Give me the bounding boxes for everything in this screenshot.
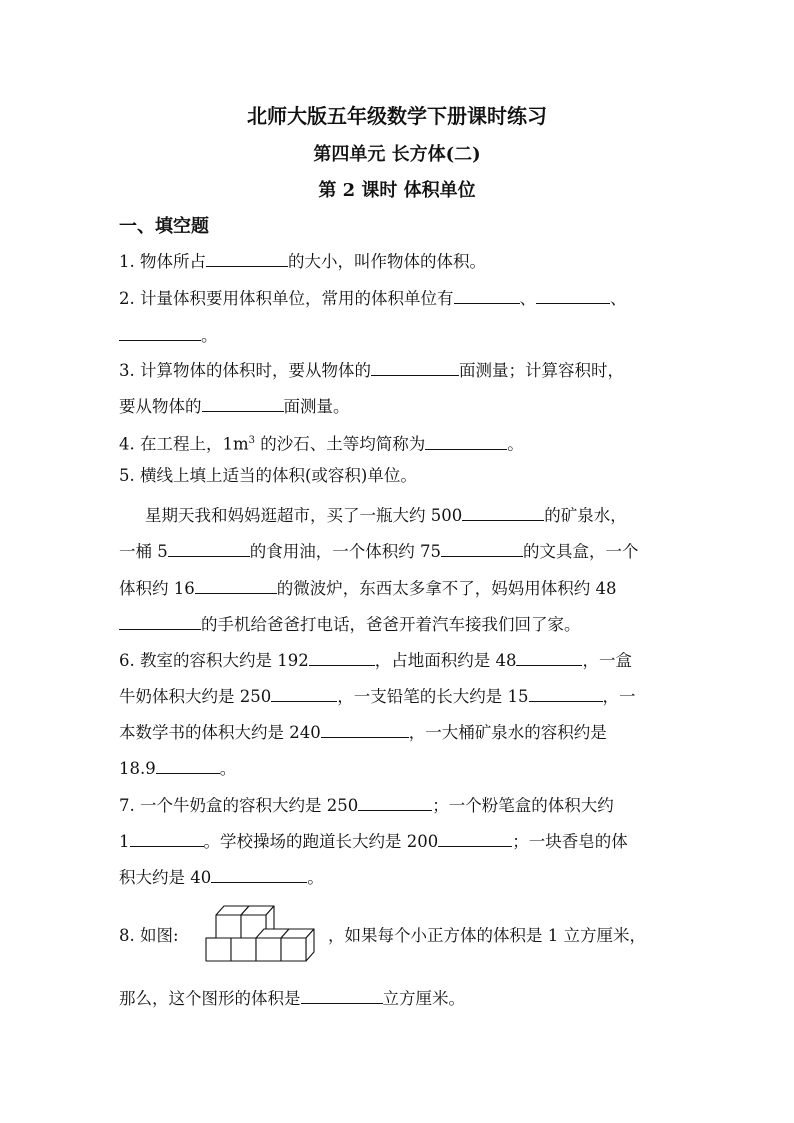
q5-blank-1[interactable] [462,503,544,521]
q7-blank-3[interactable] [438,829,512,847]
q8-text-a: 8. 如图: [119,926,179,945]
q7-l1-a: 7. 一个牛奶盒的容积大约是 250 [119,796,359,815]
question-7-line-3 [119,865,324,889]
q6-l2-c: ，一 [602,687,636,706]
q7-blank-2[interactable] [130,829,204,847]
question-7-line-1 [119,793,614,817]
cube-bottom-4 [281,929,314,961]
question-5-heading [119,465,417,487]
q5-l4-b: 的手机给爸爸打电话，爸爸开着汽车接我们回了家。 [201,615,581,634]
q4-text-a: 4. 在工程上，1m [119,434,249,454]
q6-l1-b: ，占地面积约是 48 [374,651,517,670]
question-8-label [119,925,179,947]
q6-l4-a: 18.9 [119,759,156,778]
question-8-line-2 [119,986,465,1010]
q1-text-b: 的大小，叫作物体的体积。 [288,252,486,271]
q5-l1-b: 的矿泉水， [544,506,627,525]
lesson-title: 第 2 课时 体积单位 [318,180,476,201]
q7-blank-4[interactable] [211,865,307,883]
question-5-line-4 [119,612,581,636]
q3-blank-1[interactable] [371,358,459,376]
q5-blank-4[interactable] [195,576,277,594]
q8-blank[interactable] [301,986,383,1004]
question-1 [119,249,486,273]
q2-text-a: 2. 计量体积要用体积单位，常用的体积单位有 [119,289,454,308]
q5-l1-a: 星期天我和妈妈逛超市，买了一瓶大约 500 [145,506,463,525]
q6-l2-a: 牛奶体积大约是 250 [119,687,272,706]
q6-blank-5[interactable] [321,720,409,738]
question-2-line-1 [119,286,627,310]
question-6-line-4 [119,756,236,780]
q6-l2-b: ，一支铅笔的长大约是 15 [337,687,529,706]
question-5-line-3 [119,576,617,600]
q8-text-b: ，如果每个小正方体的体积是 1 立方厘米， [328,926,646,945]
question-3-line-1 [119,358,624,382]
q4-end: 。 [507,434,524,454]
q6-blank-1[interactable] [309,648,375,666]
question-7-line-2 [119,829,628,853]
q6-l1-c: ，一盒 [582,651,632,670]
q3-blank-2[interactable] [202,394,284,412]
question-8-line-1-rest [328,925,646,947]
question-6-line-2 [119,684,636,708]
unit-title: 第四单元 长方体(二) [313,144,481,165]
q2-sep-1: 、 [519,289,536,308]
q6-l4-b: 。 [219,759,237,778]
q3-text-c: 要从物体的 [119,397,202,416]
question-6-line-3 [119,720,607,744]
q2-blank-3[interactable] [119,323,201,341]
q8-text-c: 那么，这个图形的体积是 [119,989,301,1008]
q2-sep-2: 、 [610,289,627,308]
q4-text-b: 的沙石、土等均简称为 [255,434,426,454]
q5-text-a: 5. 横线上填上适当的体积(或容积)单位。 [119,466,417,485]
q6-l1-a: 6. 教室的容积大约是 192 [119,651,309,670]
q3-text-a: 3. 计算物体的体积时，要从物体的 [119,361,371,380]
q2-blank-1[interactable] [454,286,520,304]
q4-superscript: 3 [248,435,256,446]
q6-blank-2[interactable] [516,648,582,666]
q7-l2-a: 1 [119,832,130,851]
section-heading: 一、填空题 [119,216,209,237]
q5-blank-5[interactable] [119,612,201,630]
q5-l2-b: 的食用油，一个体积约 75 [249,542,441,561]
q5-l3-a: 体积约 16 [119,579,195,598]
q6-l3-a: 本数学书的体积大约是 240 [119,723,321,742]
q7-blank-1[interactable] [358,793,432,811]
cube-bottom-2 [231,938,256,961]
q3-text-b: 面测量；计算容积时， [459,361,624,380]
q1-blank[interactable] [206,249,288,267]
q6-blank-3[interactable] [271,684,337,702]
q2-end: 。 [201,326,218,345]
q7-l2-b: 。学校操场的跑道长大约是 200 [203,832,439,851]
q5-l3-b: 的微波炉，东西太多拿不了，妈妈用体积约 48 [276,579,617,598]
question-6-line-1 [119,648,632,672]
cube-bottom-1 [206,938,231,961]
q7-l3-b: 。 [307,868,324,887]
question-3-line-2 [119,394,350,418]
q7-l2-c: ；一块香皂的体 [512,832,628,851]
q6-blank-4[interactable] [529,684,603,702]
q1-text-a: 1. 物体所占 [119,252,206,271]
q5-l2-a: 一桶 5 [119,542,168,561]
cube-figure [200,902,318,964]
question-4 [119,430,524,456]
q7-l3-a: 积大约是 40 [119,868,212,887]
q5-blank-2[interactable] [168,539,250,557]
worksheet-title: 北师大版五年级数学下册课时练习 [247,104,547,128]
q8-text-d: 立方厘米。 [382,989,465,1008]
question-5-line-1 [145,503,627,527]
q5-blank-3[interactable] [441,539,523,557]
q7-l1-b: ；一个粉笔盒的体积大约 [432,796,614,815]
q6-blank-6[interactable] [156,756,220,774]
q4-blank[interactable] [425,432,507,450]
q6-l3-b: ，一大桶矿泉水的容积约是 [408,723,607,742]
question-5-line-2 [119,539,639,563]
q2-blank-2[interactable] [536,286,610,304]
q3-text-d: 面测量。 [283,397,350,416]
q5-l2-c: 的文具盒，一个 [523,542,639,561]
question-2-line-2 [119,323,218,347]
